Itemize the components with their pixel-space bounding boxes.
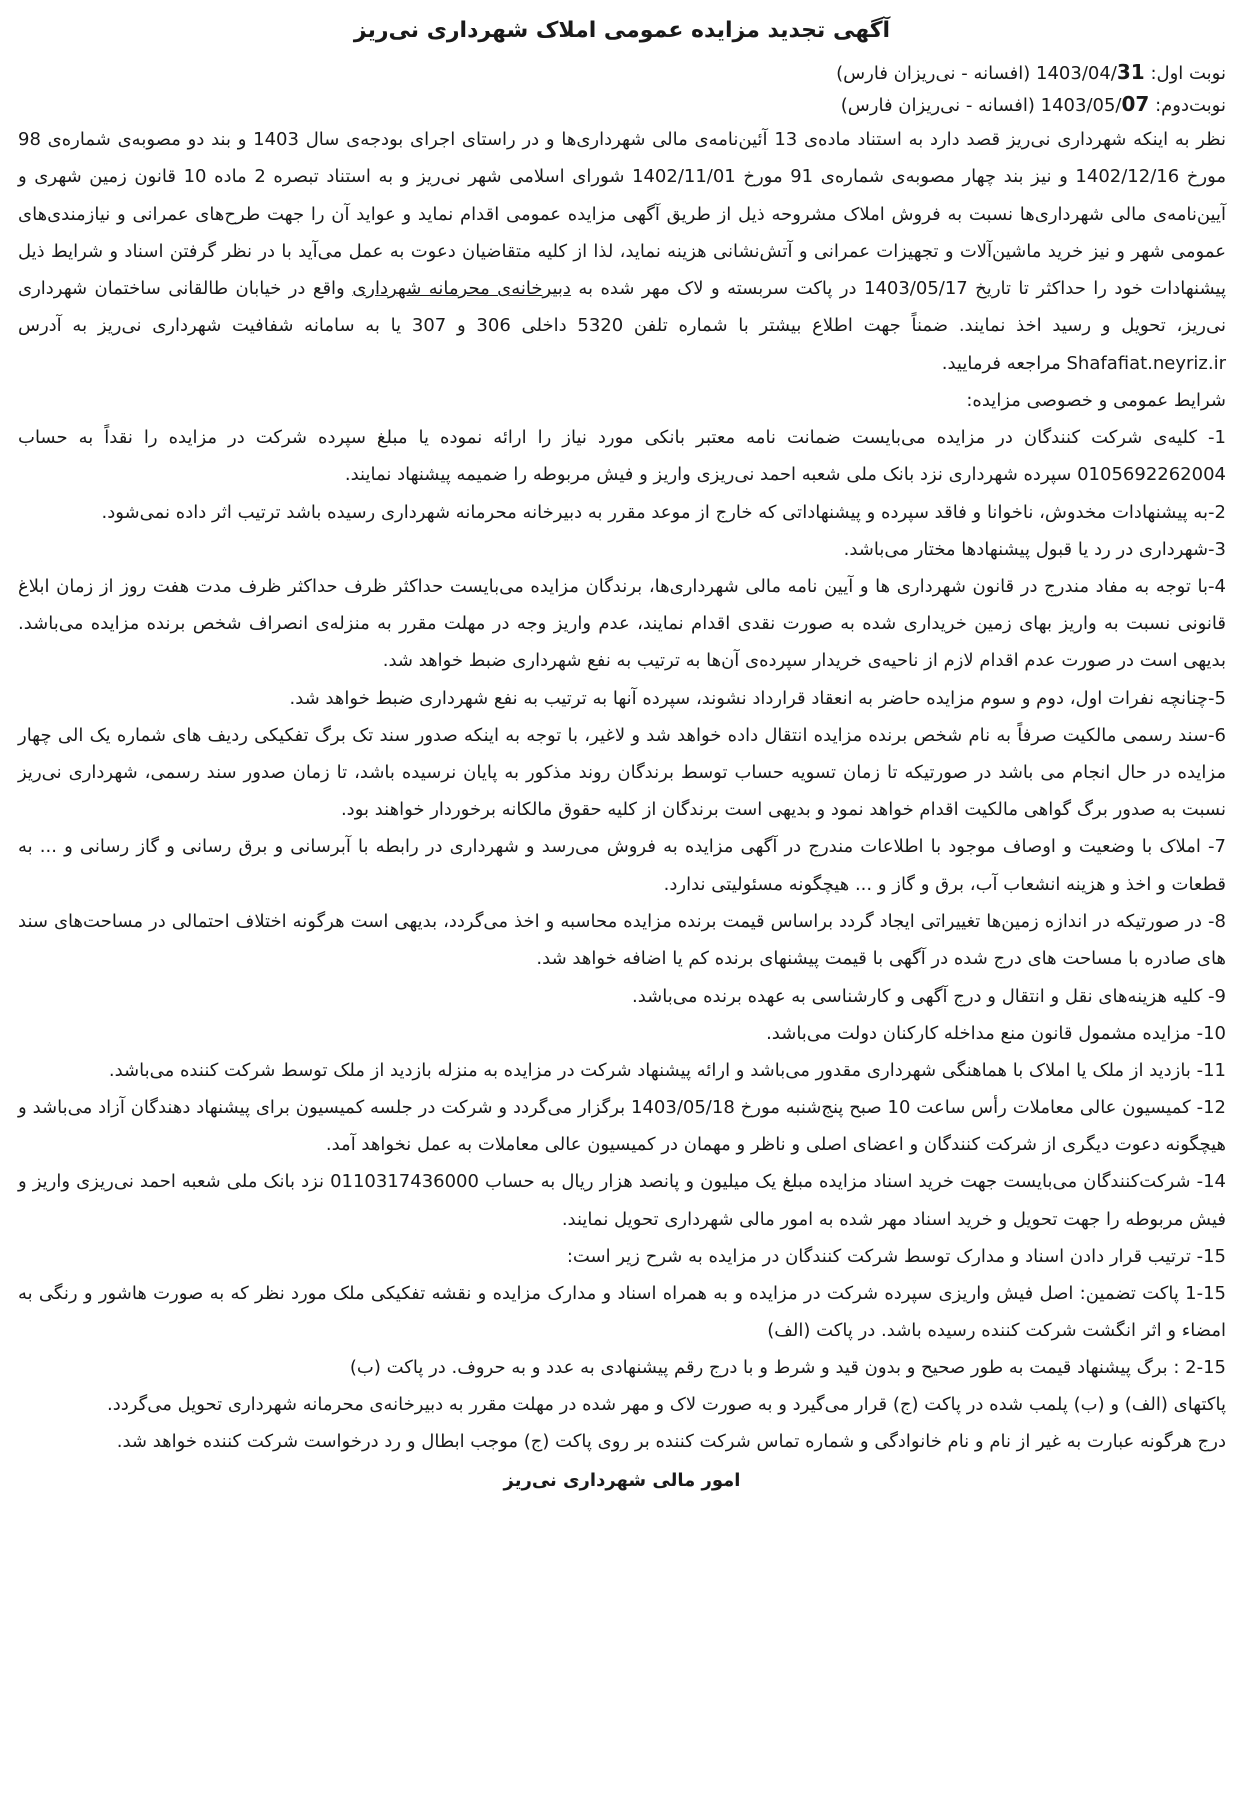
intro-text-a: نظر به اینکه شهرداری نی‌ریز قصد دارد به استناد ماده‌ی 13 آئین‌نامه‌ی مالی شهرداری‌ها و در راستای اجرای بودجه‌ی سال 1403 و بند دو مصوبه‌ی شماره‌ی 98 مورخ 1402/12/16 و نیز بند چهار مصوبه‌ی شماره‌ی 91 مورخ 1402/11/01 شورای اسلامی شهر نی‌ریز و به استناد تبصره 2 ماده 10 قانون زمین شهری و آیین‌نامه‌ی مالی شهرداری‌ها نسبت به فروش املاک مشروحه ذیل از طریق آگهی مزایده عمومی اقدام نماید و عواید آن را جهت طرح‌های عمرانی و نیازمندی‌های عمومی شهر و نیز خرید ماشین‌آلات و تجهیزات عمرانی و آتش‌نشانی هزینه نماید، لذا از کلیه متقاضیان دعوت به عمل می‌آید با در نظر گرفتن اسناد و شرایط ذیل پیشنهادات خود را حداکثر تا تاریخ 1403/05/17 در پاکت سربسته و لاک مهر شده به <box>18 129 1227 300</box>
notice-second-label: نوبت‌دوم: <box>1155 95 1226 116</box>
condition-item-9: 9- کلیه هزینه‌های نقل و انتقال و درج آگهی و کارشناسی به عهده برنده می‌باشد. <box>631 985 1226 1007</box>
intro-underlined-office: دبیرخانه‌ی محرمانه شهرداری <box>352 278 571 300</box>
condition-item-10: 10- مزایده مشمول قانون منع مداخله کارکنان دولت می‌باشد. <box>766 1022 1226 1044</box>
condition-item-4: 4-با توجه به مفاد مندرج در قانون شهرداری ها و آیین نامه مالی شهرداری‌ها، برندگان مزایده می‌بایست حداکثر ظرف حداکثر ظرف مدت هفت روز از زمان ابلاغ قانونی نسبت به واریز بهای زمین خریداری شده به صورت نقدی اقدام نمایند، عدم واریز وجه در مهلت مقرر به منزله‌ی انصراف شخص برنده مزایده می‌باشد. بدیهی است در صورت عدم اقدام لازم از ناحیه‌ی خریدار سپرده‌ی آن‌ها به ترتیب به نفع شهرداری ضبط خواهد شد. <box>18 575 1226 672</box>
condition-item-invalidation: درج هرگونه عبارت به غیر از نام و نام خانوادگی و شماره تماس شرکت کننده بر روی پاکت (ج) موجب ابطال و رد درخواست شرکت کننده خواهد شد. <box>116 1431 1226 1453</box>
intro-paragraph <box>18 121 1226 382</box>
condition-item-2: 2-به پیشنهادات مخدوش، ناخوانا و فاقد سپرده و پیشنهاداتی که خارج از موعد مقرر به دبیرخانه محرمانه شهرداری رسیده باشد ترتیب اثر داده نمی‌شود. <box>101 501 1226 523</box>
signature: امور مالی شهرداری نی‌ریز <box>503 1470 741 1492</box>
page-title: آگهی تجدید مزایده عمومی املاک شهرداری نی‌ریز <box>353 18 891 43</box>
condition-item-12: 12- کمیسیون عالی معاملات رأس ساعت 10 صبح پنج‌شنبه مورخ 1403/05/18 برگزار می‌گردد و شرکت در جلسه کمیسیون برای پیشنهاد دهندگان آزاد می‌باشد و هیچگونه دعوت دیگری از شرکت کنندگان و اعضای اصلی و ناظر و مهمان در کمیسیون عالی معاملات به عمل نخواهد آمد. <box>18 1096 1226 1155</box>
condition-item-5: 5-چنانچه نفرات اول، دوم و سوم مزایده حاضر به انعقاد قرارداد نشوند، سپرده آنها به ترتیب به نفع شهرداری ضبط خواهد شد. <box>289 687 1226 709</box>
notice-first <box>18 57 1226 89</box>
condition-item-1: 1- کلیه‌ی شرکت کنندگان در مزایده می‌بایست ضمانت نامه معتبر بانکی مورد نیاز را ارائه نموده یا مبلغ سپرده شرکت در مزایده را نقداً به حساب 0105692262004 سپرده شهرداری نزد بانک ملی شعبه احمد نی‌ریزی واریز و فیش مربوطه را ضمیمه پیشنهاد نمایند. <box>18 427 1226 486</box>
notice-first-outlet: (افسانه - نی‌ریزان فارس) <box>836 63 1031 84</box>
transparency-site-link[interactable]: Shafafiat.neyriz.ir <box>1066 352 1226 374</box>
notice-second-date: 1403/05/07 <box>1040 92 1150 116</box>
intro-text-c: مراجعه فرمایید. <box>941 352 1061 374</box>
notice-first-label: نوبت اول: <box>1150 63 1226 84</box>
condition-item-8: 8- در صورتیکه در اندازه زمین‌ها تغییراتی ایجاد گردد براساس قیمت برنده مزایده محاسبه و اخذ می‌گردد، بدیهی است هرگونه اختلاف احتمالی در مساحت‌های سند های صادره با مساحت های درج شده در آگهی با قیمت پیشنهای برنده کم یا اضافه خواهد شد. <box>18 911 1226 970</box>
condition-item-envelopes: پاکتهای (الف) و (ب) پلمب شده در پاکت (ج) قرار می‌گیرد و به صورت لاک و مهر شده در مهلت مقرر به دبیرخانه‌ی محرمانه شهرداری تحویل می‌گردد. <box>106 1394 1226 1416</box>
condition-item-11: 11- بازدید از ملک یا املاک با هماهنگی شهرداری مقدور می‌باشد و ارائه پیشنهاد شرکت در مزایده به منزله بازدید از ملک توسط شرکت کننده می‌باشد. <box>108 1059 1226 1081</box>
notice-second-outlet: (افسانه - نی‌ریزان فارس) <box>840 95 1035 116</box>
condition-item-7: 7- املاک با وضعیت و اوصاف موجود با اطلاعات مندرج در آگهی مزایده به فروش می‌رسد و شهرداری در رابطه با آبرسانی و برق رسانی و گاز رسانی و ... به قطعات و اخذ و هزینه انشعاب آب، برق و گاز و ... هیچگونه مسئولیتی ندارد. <box>18 836 1226 895</box>
condition-item-15-2: 2-15 : برگ پیشنهاد قیمت به طور صحیح و بدون قید و شرط و با درج رقم پیشنهادی به عدد و به حروف. در پاکت (ب) <box>349 1357 1226 1379</box>
notice-second <box>18 89 1226 121</box>
intro-text-b: واقع در خیابان طالقانی ساختمان شهرداری نی‌ریز، تحویل و رسید اخذ نمایند. ضمناً جهت اطلاع بیشتر با شماره تلفن 5320 داخلی 306 و 307 یا به سامانه شفافیت شهرداری نی‌ریز به آدرس <box>18 278 1226 337</box>
condition-item-6: 6-سند رسمی مالکیت صرفاً به نام شخص برنده مزایده انتقال داده خواهد شد و لاغیر، با توجه به اینکه صدور سند تک برگ تفکیکی ردیف های شماره یک الی چهار مزایده در حال انجام می باشد در صورتیکه تا زمان تسویه حساب توسط برندگان روند مذکور به پایان نرسیده باشد، تا زمان صدور سند رسمی، شهرداری نی‌ریز نسبت به صدور برگ گواهی مالکیت اقدام خواهد نمود و بدیهی است برندگان از کلیه حقوق مالکانه برخوردار خواهند بود. <box>18 724 1226 821</box>
notice-first-date: 1403/04/31 <box>1036 60 1145 84</box>
condition-item-15-1: 1-15 پاکت تضمین: اصل فیش واریزی سپرده شرکت در مزایده و به همراه اسناد و مدارک مزایده و نقشه تفکیکی ملک مورد نظر که به صورت هاشور و رنگی به امضاء و اثر انگشت شرکت کننده رسیده باشد. در پاکت (الف) <box>18 1282 1226 1342</box>
condition-item-3: 3-شهرداری در رد یا قبول پیشنهادها مختار می‌باشد. <box>843 538 1226 560</box>
condition-item-15: 15- ترتیب قرار دادن اسناد و مدارک توسط شرکت کنندگان در مزایده به شرح زیر است: <box>566 1245 1226 1267</box>
conditions-heading: شرایط عمومی و خصوصی مزایده: <box>966 390 1226 412</box>
condition-item-14: 14- شرکت‌کنندگان می‌بایست جهت خرید اسناد مزایده مبلغ یک میلیون و پانصد هزار ریال به حساب 0110317436000 نزد بانک ملی شعبه احمد نی‌ریزی واریز و فیش مربوطه را جهت تحویل و خرید اسناد مهر شده به امور مالی شهرداری تحویل نمایند. <box>18 1171 1226 1230</box>
